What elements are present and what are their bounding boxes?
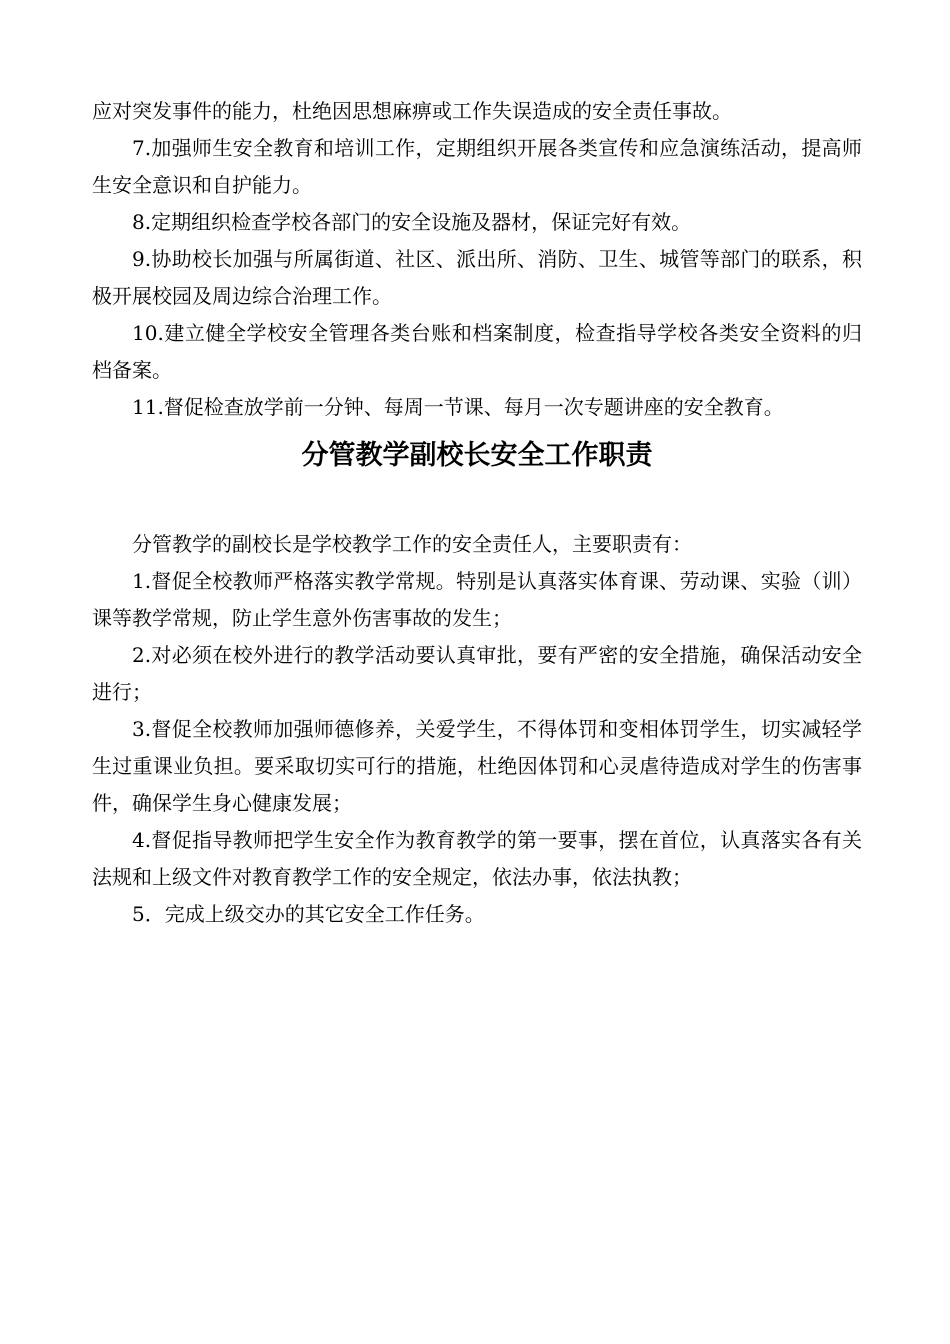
previous-section-body [92, 93, 862, 426]
section-title: 分管教学副校长安全工作职责 [301, 440, 653, 471]
paragraph-item-8: 8.定期组织检查学校各部门的安全设施及器材，保证完好有效。 [132, 210, 692, 234]
paragraph-item-9: 9.协助校长加强与所属街道、社区、派出所、消防、卫生、城管等部门的联系，积极开展校园及周边综合治理工作。 [92, 247, 862, 308]
paragraph-duty-5: 5．完成上级交办的其它安全工作任务。 [132, 902, 485, 926]
paragraph-item-7: 7.加强师生安全教育和培训工作，定期组织开展各类宣传和应急演练活动，提高师生安全意识和自护能力。 [92, 136, 862, 197]
paragraph-duty-2: 2.对必须在校外进行的教学活动要认真审批，要有严密的安全措施，确保活动安全进行； [92, 643, 862, 704]
paragraph-continuation: 应对突发事件的能力，杜绝因思想麻痹或工作失误造成的安全责任事故。 [92, 99, 732, 123]
paragraph-item-10: 10.建立健全学校安全管理各类台账和档案制度，检查指导学校各类安全资料的归档备案。 [92, 321, 862, 382]
paragraph-duty-3: 3.督促全校教师加强师德修养，关爱学生，不得体罚和变相体罚学生，切实减轻学生过重课业负担。要采取切实可行的措施，杜绝因体罚和心灵虐待造成对学生的伤害事件，确保学生身心健康发展； [92, 717, 862, 815]
section-body [92, 526, 862, 933]
paragraph-intro: 分管教学的副校长是学校教学工作的安全责任人，主要职责有： [132, 532, 692, 556]
paragraph-item-11: 11.督促检查放学前一分钟、每周一节课、每月一次专题讲座的安全教育。 [132, 395, 784, 419]
paragraph-duty-4: 4.督促指导教师把学生安全作为教育教学的第一要事，摆在首位，认真落实各有关法规和上级文件对教育教学工作的安全规定，依法办事，依法执教； [92, 828, 862, 889]
paragraph-duty-1: 1.督促全校教师严格落实教学常规。特别是认真落实体育课、劳动课、实验（训）课等教学常规，防止学生意外伤害事故的发生； [92, 569, 862, 630]
